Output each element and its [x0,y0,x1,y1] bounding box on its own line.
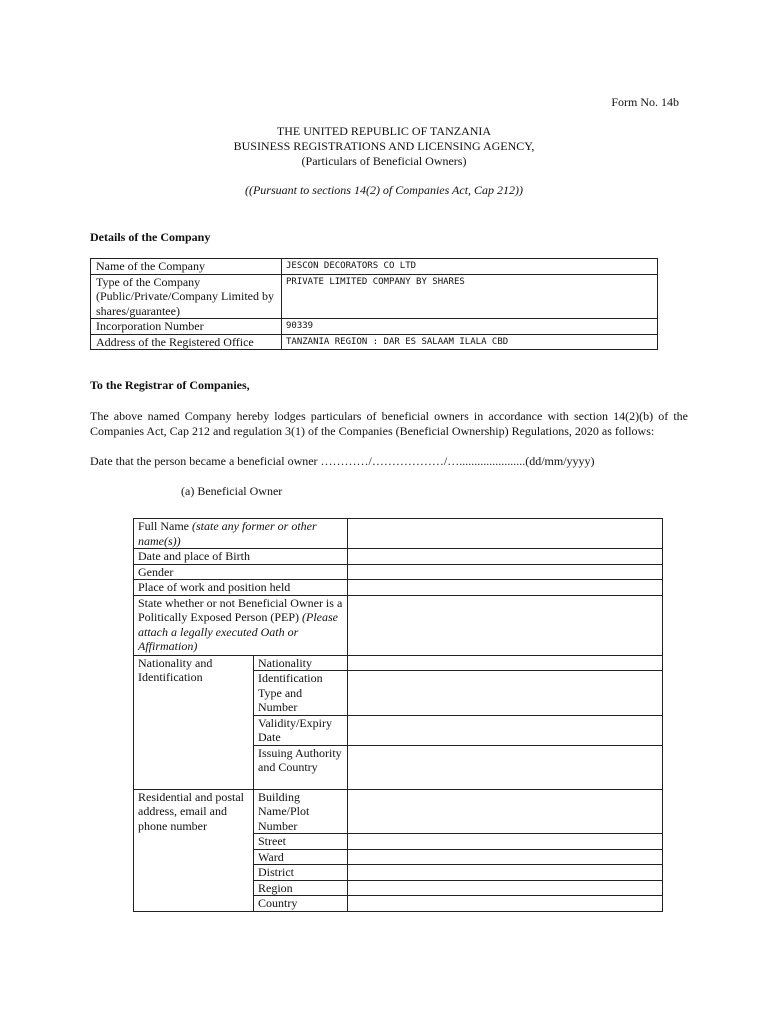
region-label: Region [254,880,348,896]
header-republic: THE UNITED REPUBLIC OF TANZANIA [276,124,492,138]
building-label: Building Name/Plot Number [254,789,348,834]
country-label: Country [254,896,348,912]
gender-value[interactable] [348,564,663,580]
country-value[interactable] [348,896,663,912]
pep-text: State whether or not Beneficial Owner is a Politically Exposed Person (PEP) [138,595,343,624]
table-row [134,789,663,834]
registrar-paragraph: The above named Company hereby lodges particulars of beneficial owners in accordance with section 14(2)(b) of the Companies Act, Cap 212 and regulation 3(1) of the Companies (Beneficial Ownership) Regulations, 2020 as follows: [90,409,688,438]
nationality-group-label: Nationality and Identification [134,655,254,789]
building-value[interactable] [348,789,663,834]
company-name-value: JESCON DECORATORS CO LTD [282,259,658,275]
company-name-label: Name of the Company [91,259,282,275]
table-row [134,564,663,580]
table-row [134,549,663,565]
region-value[interactable] [348,880,663,896]
table-row [134,595,663,655]
date-beneficial-owner-line: Date that the person became a beneficial owner …………/………………/…......................(dd/mm/yyyy) [90,454,595,468]
district-value[interactable] [348,865,663,881]
header-subtitle: (Particulars of Beneficial Owners) [301,154,467,168]
issuing-label: Issuing Authority and Country [254,745,348,789]
form-number: Form No. 14b [611,95,679,109]
nationality-value[interactable] [348,655,663,671]
company-type-label: Type of the Company (Public/Private/Company Limited by shares/guarantee) [91,274,282,319]
company-details-table [90,258,658,350]
incorporation-number-value: 90339 [282,319,658,335]
table-row [91,319,658,335]
registered-office-label: Address of the Registered Office [91,334,282,350]
company-type-value: PRIVATE LIMITED COMPANY BY SHARES [282,274,658,319]
work-label: Place of work and position held [134,580,348,596]
full-name-note: (state any former or other name(s)) [138,519,317,548]
ward-value[interactable] [348,849,663,865]
issuing-value[interactable] [348,745,663,789]
id-type-label: Identification Type and Number [254,671,348,716]
incorporation-number-label: Incorporation Number [91,319,282,335]
validity-label: Validity/Expiry Date [254,715,348,745]
full-name-value[interactable] [348,519,663,549]
work-value[interactable] [348,580,663,596]
pep-label [134,595,348,655]
full-name-label [134,519,348,549]
registered-office-value: TANZANIA REGION : DAR ES SALAAM ILALA CBD [282,334,658,350]
pep-value[interactable] [348,595,663,655]
table-row [134,519,663,549]
dob-value[interactable] [348,549,663,565]
dob-label: Date and place of Birth [134,549,348,565]
pep-note: (Please attach a legally executed Oath or Affirmation) [138,610,338,653]
id-type-value[interactable] [348,671,663,716]
address-group-label: Residential and postal address, email and phone number [134,789,254,911]
header-agency: BUSINESS REGISTRATIONS AND LICENSING AGENCY, [233,139,535,153]
details-heading: Details of the Company [90,230,211,244]
header-pursuant: ((Pursuant to sections 14(2) of Companies Act, Cap 212)) [244,183,524,197]
district-label: District [254,865,348,881]
beneficial-owner-table [133,518,663,912]
validity-value[interactable] [348,715,663,745]
table-row [91,274,658,319]
nationality-label: Nationality [254,655,348,671]
gender-label: Gender [134,564,348,580]
ward-label: Ward [254,849,348,865]
street-value[interactable] [348,834,663,850]
table-row [134,655,663,671]
street-label: Street [254,834,348,850]
table-row [134,580,663,596]
table-row [91,334,658,350]
beneficial-owner-heading: (a) Beneficial Owner [181,484,283,498]
table-row [91,259,658,275]
registrar-heading: To the Registrar of Companies, [90,378,250,392]
full-name-text: Full Name [138,519,189,533]
